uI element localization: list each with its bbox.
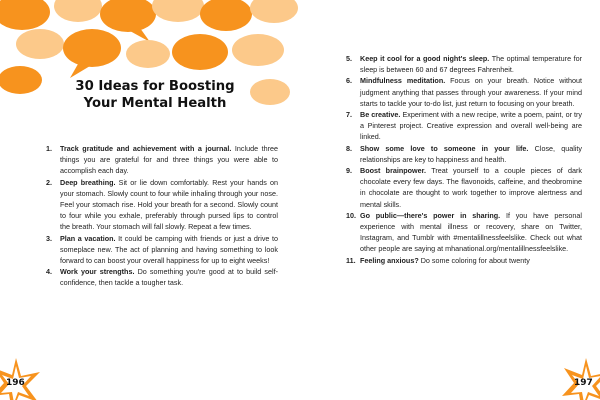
bubble-dark-3 xyxy=(200,0,252,31)
list-item xyxy=(346,75,582,109)
item-heading: Go public—there's power in sharing. xyxy=(360,210,501,220)
item-body: Do something you're good at to build self-confidence, then tackle a tougher task. xyxy=(60,267,278,288)
bubble-light-1 xyxy=(54,0,102,22)
title-line-1: 30 Ideas for Boosting xyxy=(75,79,235,94)
bubble-light-4 xyxy=(16,29,64,59)
item-heading: Plan a vacation. xyxy=(60,233,116,243)
bubble-dark-5 xyxy=(172,34,228,70)
list-item xyxy=(346,165,582,210)
bubble-light-7 xyxy=(250,79,290,105)
item-number: 1. xyxy=(46,144,52,153)
bubble-light-6 xyxy=(232,34,284,66)
item-number: 5. xyxy=(346,54,352,63)
item-heading: Track gratitude and achievement with a journal. xyxy=(60,144,232,153)
list-item xyxy=(346,255,582,266)
ideas-list-left xyxy=(46,143,278,289)
item-number: 2. xyxy=(46,177,52,187)
item-body: If you have personal experience with mental illness or recovery, share on Twitter, Instagram, and Tumblr with #mentalillnessfeelslike. Check out what other people are saying at mhanational.org/mentalillnessfeelslike. xyxy=(360,210,582,254)
bubble-light-3 xyxy=(250,0,298,23)
item-number: 3. xyxy=(46,233,52,243)
item-number: 8. xyxy=(346,143,352,153)
item-body: Sit or lie down comfortably. Rest your hands on your stomach. Slowly count to four while inhaling through your nose. Feel your stomach rise. Hold your breath for a second. Slowly count to four while you exhale, preferably through pursed lips to control the breath. Your stomach will fall slowly. Repeat a few times. xyxy=(60,177,279,232)
item-body: Experiment with a new recipe, write a poem, paint, or try a Pinterest project. Creative expression and overall well-being are linked. xyxy=(360,110,583,142)
item-body: Treat yourself to a couple pieces of dark chocolate every few days. The flavonoids, caffeine, and theobromine in chocolate are thought to work together to improve alertness and mental skills. xyxy=(360,166,582,209)
item-number: 9. xyxy=(346,166,352,176)
list-item xyxy=(46,177,278,233)
list-item xyxy=(46,143,278,177)
list-item xyxy=(346,143,582,165)
item-number: 11. xyxy=(346,255,356,265)
page-number: 196 xyxy=(6,378,25,388)
bubble-light-2 xyxy=(152,0,204,22)
list-item xyxy=(346,53,582,75)
page-title xyxy=(70,78,240,112)
bubble-light-5 xyxy=(126,40,170,68)
list-item xyxy=(346,109,582,143)
item-body: The optimal temperature for sleep is between 60 and 67 degrees Fahrenheit. xyxy=(360,54,582,75)
item-number: 7. xyxy=(346,110,352,120)
item-heading: Feeling anxious? xyxy=(360,255,419,265)
item-heading: Show some love to someone in your life. xyxy=(360,143,529,153)
item-body: Do some coloring for about twenty xyxy=(420,255,530,265)
item-heading: Be creative. xyxy=(360,110,401,120)
bubble-dark-1 xyxy=(0,0,50,30)
page-number: 197 xyxy=(574,378,593,388)
item-body: Focus on your breath. Notice without judgment anything that passes through your awareness. If your mind starts to tackle your to-do list, just return to focusing on your breath. xyxy=(360,76,582,108)
item-number: 6. xyxy=(346,76,352,86)
item-number: 4. xyxy=(46,267,52,277)
item-body: Close, quality relationships are key to happiness and health. xyxy=(360,143,583,164)
bubble-dark-6 xyxy=(0,66,42,94)
list-item xyxy=(46,266,278,288)
item-heading: Deep breathing. xyxy=(60,177,116,187)
item-body: Include three things you are grateful for and three things you were able to accomplish each day. xyxy=(60,144,278,176)
right-page xyxy=(300,0,600,400)
item-heading: Boost brainpower. xyxy=(360,166,427,176)
list-item xyxy=(46,233,278,267)
list-item xyxy=(346,210,582,255)
item-body: It could be camping with friends or just a drive to someplace new. The act of planning and having something to look forward to can boost your overall happiness for up to eight weeks! xyxy=(60,233,279,266)
ideas-list-right xyxy=(346,53,582,266)
title-line-2: Your Mental Health xyxy=(83,96,227,111)
item-heading: Work your strengths. xyxy=(60,267,135,277)
item-heading: Keep it cool for a good night's sleep. xyxy=(360,54,490,63)
speech-bubbles-illustration xyxy=(0,0,300,140)
bubble-dark-4 xyxy=(63,29,121,78)
item-number: 10. xyxy=(346,210,356,220)
item-heading: Mindfulness meditation. xyxy=(360,76,446,86)
